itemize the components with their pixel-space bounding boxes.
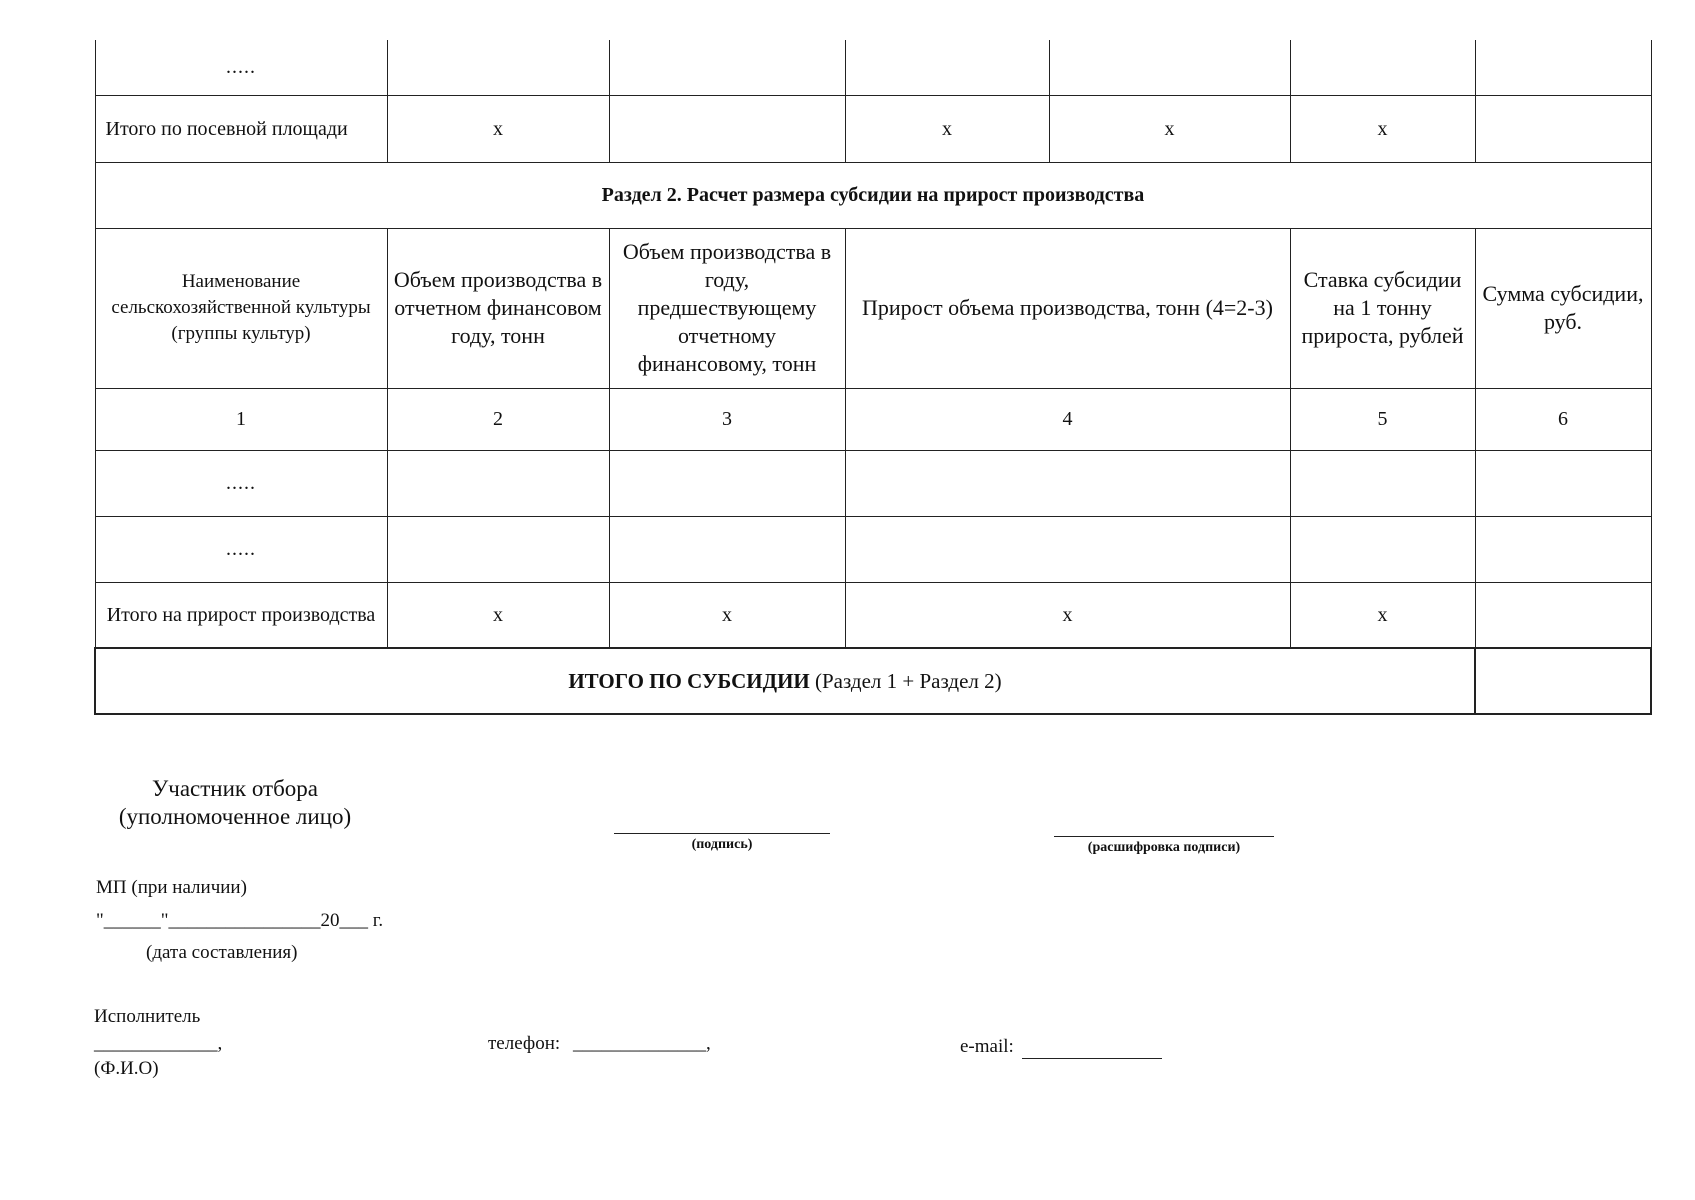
x-mark: х <box>1290 582 1475 648</box>
stamp-label: МП (при наличии) <box>96 877 247 898</box>
signature-decode-caption: (расшифровка подписи) <box>1087 840 1241 855</box>
email-line <box>1022 1058 1162 1059</box>
header-rate: Ставка субсидии на 1 тонну прироста, рублей <box>1290 228 1475 388</box>
blank-cell <box>845 450 1290 516</box>
blank-cell <box>845 516 1290 582</box>
signature-decode-line <box>1054 836 1274 837</box>
column-numbers-row <box>95 388 1651 450</box>
header-sum: Сумма субсидии, руб. <box>1475 228 1651 388</box>
header-volume-current: Объем производства в отчетном финансовом году, тонн <box>387 228 609 388</box>
section2-total-label: Итого на прирост производства <box>95 582 387 648</box>
blank-cell <box>1290 516 1475 582</box>
column-number: 4 <box>845 388 1290 450</box>
section2-blank-row <box>95 516 1651 582</box>
header-volume-previous: Объем производства в году, предшествующему отчетному финансовому, тонн <box>609 228 845 388</box>
date-caption: (дата составления) <box>146 942 298 963</box>
blank-cell <box>1049 40 1290 95</box>
phone-blank: ______________, <box>573 1033 711 1054</box>
blank-cell <box>1475 450 1651 516</box>
executor-label: Исполнитель <box>94 1006 201 1027</box>
grand-total-label <box>95 648 1475 714</box>
column-number: 3 <box>609 388 845 450</box>
date-line: "______"________________20___ г. <box>96 910 384 931</box>
blank-cell <box>609 516 845 582</box>
x-mark: х <box>845 95 1049 162</box>
section2-header-row <box>95 228 1651 388</box>
subsidy-table <box>94 40 1652 715</box>
column-number: 5 <box>1290 388 1475 450</box>
participant-line2: (уполномоченное лицо) <box>118 804 352 829</box>
column-number: 6 <box>1475 388 1651 450</box>
grand-total-rest: (Раздел 1 + Раздел 2) <box>809 669 1002 693</box>
blank-cell <box>387 450 609 516</box>
column-number: 1 <box>95 388 387 450</box>
fio-caption: (Ф.И.О) <box>94 1058 159 1079</box>
participant-line1: Участник отбора <box>151 776 319 801</box>
blank-cell <box>1475 40 1651 95</box>
blank-cell <box>1475 516 1651 582</box>
header-growth: Прирост объема производства, тонн (4=2-3) <box>845 228 1290 388</box>
blank-cell <box>1290 450 1475 516</box>
x-mark: х <box>1290 95 1475 162</box>
column-number: 2 <box>387 388 609 450</box>
x-mark: х <box>845 582 1290 648</box>
x-mark: х <box>609 582 845 648</box>
blank-cell <box>845 40 1049 95</box>
section2-total-row <box>95 582 1651 648</box>
grand-total-row <box>95 648 1651 714</box>
blank-cell <box>609 450 845 516</box>
phone-label: телефон: <box>488 1033 561 1054</box>
blank-cell <box>609 40 845 95</box>
x-mark: х <box>387 582 609 648</box>
section1-blank-row <box>95 40 1651 95</box>
section1-total-label: Итого по посевной площади <box>95 95 387 162</box>
blank-cell <box>1290 40 1475 95</box>
blank-cell <box>387 40 609 95</box>
signature-line <box>614 833 830 834</box>
section1-total-row <box>95 95 1651 162</box>
section2-title-row <box>95 162 1651 228</box>
blank-cell-dots: ..... <box>95 450 387 516</box>
x-mark: х <box>1049 95 1290 162</box>
header-crop-name: Наименование сельскохозяйственной культуры (группы культур) <box>95 228 387 388</box>
blank-cell-dots: ..... <box>95 516 387 582</box>
email-label: e-mail: <box>960 1036 1014 1057</box>
section2-title: Раздел 2. Расчет размера субсидии на прирост производства <box>95 162 1651 228</box>
signature-caption: (подпись) <box>691 837 753 852</box>
blank-cell <box>609 95 845 162</box>
x-mark: х <box>387 95 609 162</box>
executor-name-blank: _____________, <box>94 1033 223 1054</box>
blank-cell <box>1475 582 1651 648</box>
participant-label <box>100 775 370 831</box>
blank-cell <box>1475 95 1651 162</box>
grand-total-bold: ИТОГО ПО СУБСИДИИ <box>568 669 810 693</box>
section2-blank-row <box>95 450 1651 516</box>
blank-cell <box>387 516 609 582</box>
grand-total-value <box>1475 648 1651 714</box>
blank-cell-dots: ..... <box>95 40 387 95</box>
